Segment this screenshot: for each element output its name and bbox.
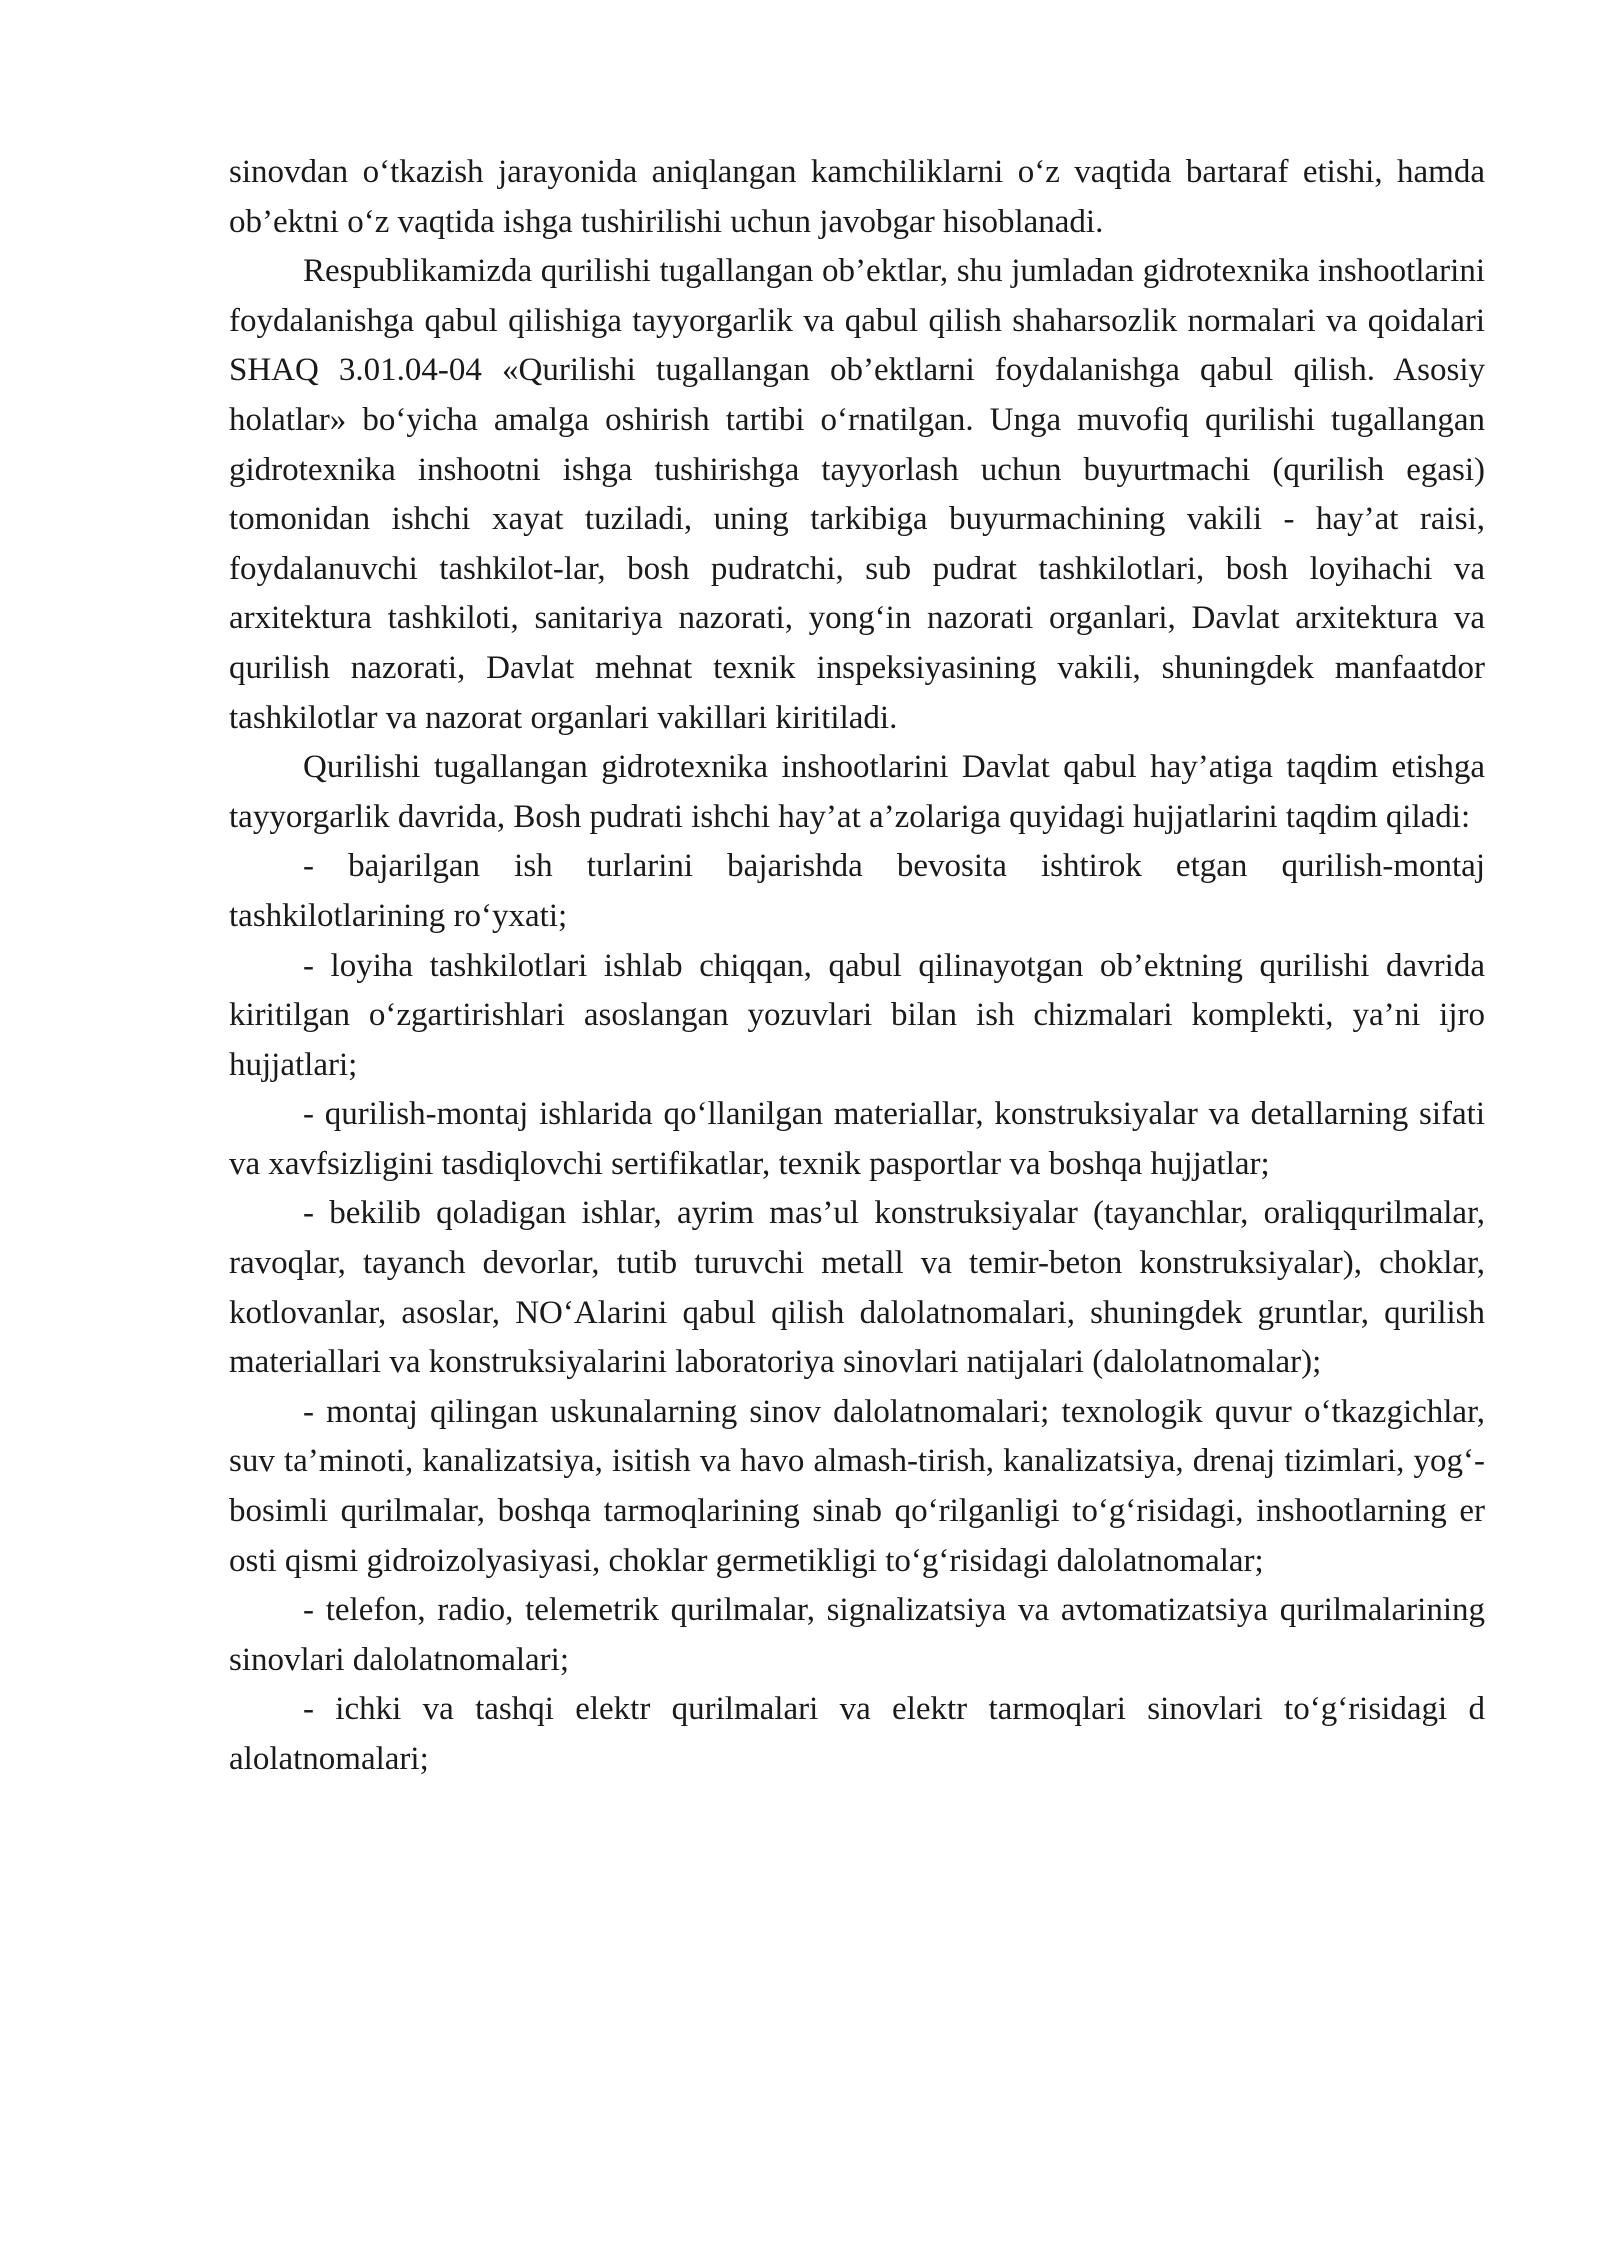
list-item-drawings: - loyiha tashkilotlari ishlab chiqqan, qabul qilinayotgan ob’ektning qurilishi davrida kiritilgan o‘zgartirishlari asoslangan yozuvlari bilan ish chizmalari komplekti, ya’ni ijro hujjatlari; xyxy=(229,947,1485,1083)
document-body xyxy=(229,148,1485,1785)
list-item-contractors: - bajarilgan ish turlarini bajarishda bevosita ishtirok etgan qurilish-montaj tashkilotlarining ro‘yxati; xyxy=(229,848,1485,934)
paragraph-acceptance-rules: Respublikamizda qurilishi tugallangan ob’ektlar, shu jumladan gidrotexnika inshootlarini foydalanishga qabul qilishiga tayyorgarlik va qabul qilish shaharsozlik normalari va qoidalari SHAQ 3.01.04-04 «Qurilishi tugallangan ob’ektlarni foydalanishga qabul qilish. Asosiy holatlar» bo‘yicha amalga oshirish tartibi o‘rnatilgan. Unga muvofiq qurilishi tugallangan gidrotexnika inshootni ishga tushirishga tayyorlash uchun buyurtmachi (qurilish egasi) tomonidan ishchi xayat tuziladi, uning tarkibiga buyurmachining vakili - hay’at raisi, foydalanuvchi tashkilot-lar, bosh pudratchi, sub pudrat tashkilotlari, bosh loyihachi va arxitektura tashkiloti, sanitariya nazorati, yong‘in nazorati organlari, Davlat arxitektura va qurilish nazorati, Davlat mehnat texnik inspeksiyasining vakili, shuningdek manfaatdor tashkilotlar va nazorat organlari vakillari kiritiladi. xyxy=(229,253,1485,736)
list-item-certificates: - qurilish-montaj ishlarida qo‘llanilgan materiallar, konstruksiyalar va detallarning sifati va xavfsizligini tasdiqlovchi sertifikatlar, texnik pasportlar va boshqa hujjatlar; xyxy=(229,1096,1485,1182)
paragraph-documents-intro: Qurilishi tugallangan gidrotexnika inshootlarini Davlat qabul hay’atiga taqdim etishga tayyorgarlik davrida, Bosh pudrati ishchi hay’at a’zolariga quyidagi hujjatlarini taqdim qiladi: xyxy=(229,749,1485,835)
paragraph-continuation: sinovdan o‘tkazish jarayonida aniqlangan kamchiliklarni o‘z vaqtida bartaraf etishi, hamda ob’ektni o‘z vaqtida ishga tushirilishi uchun javobgar hisoblanadi. xyxy=(229,154,1485,240)
list-item-telecom-tests: - telefon, radio, telemetrik qurilmalar, signalizatsiya va avtomatizatsiya qurilmalarining sinovlari dalolatnomalari; xyxy=(229,1592,1485,1678)
list-item-electrical-tests: - ichki va tashqi elektr qurilmalari va elektr tarmoqlari sinovlari to‘g‘risidagi d alolatnomalari; xyxy=(229,1691,1485,1777)
list-item-hidden-works: - bekilib qoladigan ishlar, ayrim mas’ul konstruksiyalar (tayanchlar, oraliqqurilmalar, ravoqlar, tayanch devorlar, tutib turuvchi metall va temir-beton konstruksiyalar), choklar, kotlovanlar, asoslar, NO‘Alarini qabul qilish dalolatnomalari, shuningdek gruntlar, qurilish materiallari va konstruksiyalarini laboratoriya sinovlari natijalari (dalolatnomalar); xyxy=(229,1195,1485,1381)
list-item-equipment-tests: - montaj qilingan uskunalarning sinov dalolatnomalari; texnologik quvur o‘tkazgichlar, suv ta’minoti, kanalizatsiya, isitish va havo almash-tirish, kanalizatsiya, drenaj tizimlari, yog‘-bosimli qurilmalar, boshqa tarmoqlarining sinab qo‘rilganligi to‘g‘risidagi, inshootlarning er osti qismi gidroizolyasiyasi, choklar germetikligi to‘g‘risidagi dalolatnomalar; xyxy=(229,1393,1485,1579)
